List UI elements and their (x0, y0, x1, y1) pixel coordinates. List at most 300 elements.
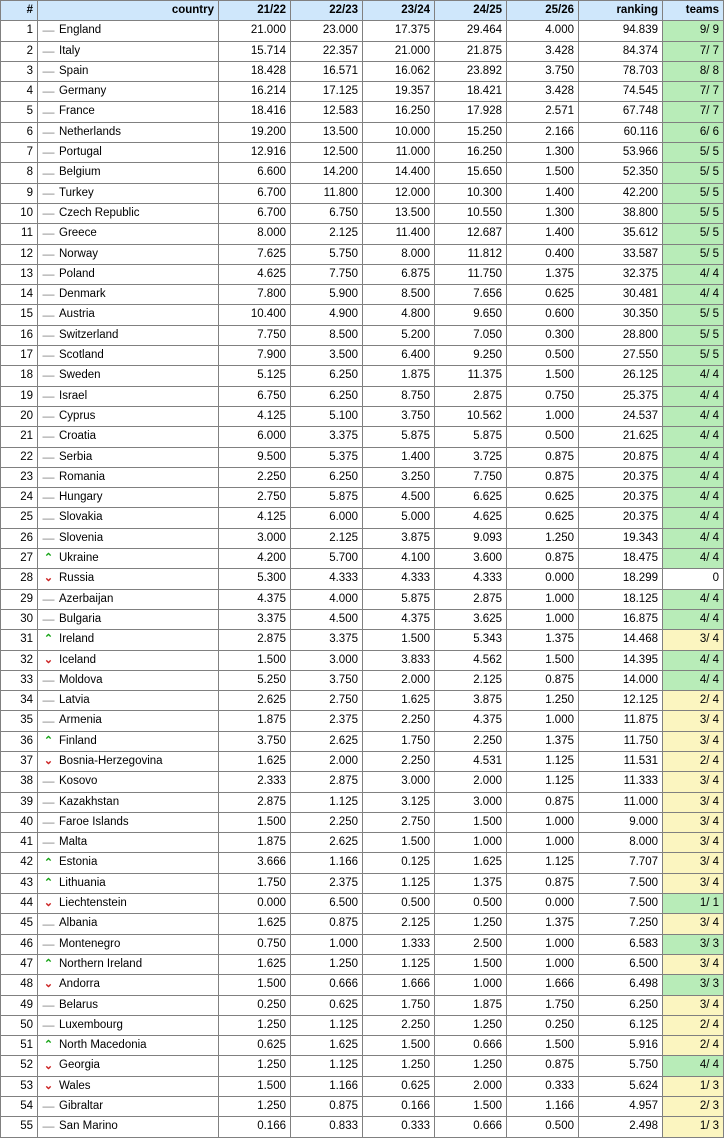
cell-season-s2122: 3.375 (219, 609, 291, 629)
table-row[interactable] (1, 569, 724, 589)
cell-teams: 7/ 7 (663, 102, 724, 122)
table-row[interactable] (1, 386, 724, 406)
column-header-rank[interactable]: # (1, 1, 38, 21)
cell-ranking-total: 11.531 (579, 751, 663, 771)
trend-same-icon: — (42, 936, 55, 951)
country-name-link[interactable]: Belarus (59, 998, 98, 1011)
country-name-link[interactable]: Lithuania (59, 876, 106, 889)
cell-season-s2324: 3.833 (363, 650, 435, 670)
column-header-2526[interactable]: 25/26 (507, 1, 579, 21)
table-row[interactable] (1, 244, 724, 264)
country-name-link[interactable]: Liechtenstein (59, 897, 127, 910)
table-row[interactable] (1, 285, 724, 305)
cell-ranking-total: 60.116 (579, 122, 663, 142)
cell-season-s2425: 4.562 (435, 650, 507, 670)
table-row[interactable] (1, 609, 724, 629)
table-row[interactable] (1, 163, 724, 183)
country-name-link[interactable]: Norway (59, 247, 98, 260)
cell-ranking-total: 8.000 (579, 833, 663, 853)
cell-season-s2223: 2.125 (291, 224, 363, 244)
country-name-link[interactable]: Russia (59, 572, 95, 585)
table-row[interactable] (1, 305, 724, 325)
table-row[interactable] (1, 792, 724, 812)
table-row[interactable] (1, 1015, 724, 1035)
cell-season-s2223: 5.875 (291, 488, 363, 508)
cell-ranking-total: 30.350 (579, 305, 663, 325)
cell-country (38, 934, 219, 954)
cell-season-s2425: 16.250 (435, 143, 507, 163)
cell-season-s2324: 10.000 (363, 122, 435, 142)
cell-season-s2122: 2.250 (219, 467, 291, 487)
cell-rank: 36 (1, 731, 38, 751)
country-name-link[interactable]: Finland (59, 734, 97, 747)
country-name-link[interactable]: Georgia (59, 1059, 100, 1072)
cell-season-s2526: 2.166 (507, 122, 579, 142)
cell-rank: 18 (1, 366, 38, 386)
cell-season-s2425: 1.875 (435, 995, 507, 1015)
table-row[interactable] (1, 630, 724, 650)
table-row[interactable] (1, 143, 724, 163)
cell-season-s2526: 1.000 (507, 711, 579, 731)
cell-season-s2526: 1.166 (507, 1097, 579, 1117)
country-name-link[interactable]: Ireland (59, 633, 95, 646)
trend-same-icon: — (42, 84, 55, 99)
trend-same-icon: — (42, 591, 55, 606)
table-row[interactable] (1, 812, 724, 832)
table-row[interactable] (1, 549, 724, 569)
cell-country (38, 1056, 219, 1076)
cell-season-s2324: 3.125 (363, 792, 435, 812)
country-name-link[interactable]: Belgium (59, 166, 101, 179)
trend-down-icon: ⌄ (43, 755, 54, 768)
cell-season-s2425: 4.333 (435, 569, 507, 589)
country-name-link[interactable]: Malta (59, 836, 88, 849)
cell-season-s2324: 16.250 (363, 102, 435, 122)
cell-country (38, 366, 219, 386)
cell-ranking-total: 16.875 (579, 609, 663, 629)
table-row[interactable] (1, 122, 724, 142)
cell-rank: 40 (1, 812, 38, 832)
country-name-link[interactable]: Netherlands (59, 125, 122, 138)
cell-rank: 21 (1, 427, 38, 447)
cell-season-s2526: 0.500 (507, 427, 579, 447)
cell-rank: 15 (1, 305, 38, 325)
cell-season-s2425: 2.875 (435, 589, 507, 609)
cell-season-s2122: 12.916 (219, 143, 291, 163)
column-header-country[interactable]: country (38, 1, 219, 21)
column-header-ranking[interactable]: ranking (579, 1, 663, 21)
country-name-link[interactable]: Denmark (59, 288, 106, 301)
cell-season-s2223: 3.000 (291, 650, 363, 670)
cell-rank: 42 (1, 853, 38, 873)
table-row[interactable] (1, 873, 724, 893)
cell-rank: 53 (1, 1076, 38, 1096)
table-row[interactable] (1, 772, 724, 792)
cell-season-s2425: 1.500 (435, 812, 507, 832)
table-row[interactable] (1, 366, 724, 386)
cell-season-s2122: 2.625 (219, 691, 291, 711)
table-row[interactable] (1, 1076, 724, 1096)
cell-teams: 7/ 7 (663, 82, 724, 102)
cell-season-s2425: 1.375 (435, 873, 507, 893)
country-name-link[interactable]: France (59, 105, 95, 118)
cell-season-s2425: 9.650 (435, 305, 507, 325)
cell-season-s2324: 1.500 (363, 630, 435, 650)
country-name-link[interactable]: Slovakia (59, 511, 103, 524)
cell-rank: 25 (1, 508, 38, 528)
cell-season-s2526: 0.750 (507, 386, 579, 406)
cell-season-s2425: 1.250 (435, 1056, 507, 1076)
country-name-link[interactable]: Kazakhstan (59, 795, 120, 808)
cell-ranking-total: 24.537 (579, 406, 663, 426)
cell-season-s2122: 0.166 (219, 1117, 291, 1137)
cell-country (38, 549, 219, 569)
cell-teams: 4/ 4 (663, 650, 724, 670)
cell-season-s2122: 1.500 (219, 812, 291, 832)
country-name-link[interactable]: Albania (59, 917, 98, 930)
table-row[interactable] (1, 934, 724, 954)
cell-rank: 26 (1, 528, 38, 548)
table-row[interactable] (1, 183, 724, 203)
column-header-2223[interactable]: 22/23 (291, 1, 363, 21)
cell-season-s2526: 4.000 (507, 21, 579, 41)
cell-rank: 5 (1, 102, 38, 122)
table-row[interactable] (1, 914, 724, 934)
trend-same-icon: — (42, 490, 55, 505)
cell-ranking-total: 11.000 (579, 792, 663, 812)
cell-teams: 5/ 5 (663, 244, 724, 264)
cell-ranking-total: 5.916 (579, 1036, 663, 1056)
column-header-2324[interactable]: 23/24 (363, 1, 435, 21)
table-row[interactable] (1, 203, 724, 223)
country-name-link[interactable]: Hungary (59, 491, 103, 504)
table-row[interactable] (1, 21, 724, 41)
cell-season-s2425: 1.250 (435, 914, 507, 934)
country-name-link[interactable]: Bulgaria (59, 612, 102, 625)
cell-teams: 5/ 5 (663, 143, 724, 163)
cell-season-s2425: 10.550 (435, 203, 507, 223)
cell-season-s2425: 0.666 (435, 1117, 507, 1137)
cell-country (38, 894, 219, 914)
cell-country (38, 346, 219, 366)
cell-season-s2324: 14.400 (363, 163, 435, 183)
cell-teams: 5/ 5 (663, 305, 724, 325)
cell-season-s2223: 0.666 (291, 975, 363, 995)
table-row[interactable] (1, 488, 724, 508)
cell-country (38, 163, 219, 183)
country-name-link[interactable]: Northern Ireland (59, 957, 143, 970)
cell-season-s2223: 0.875 (291, 914, 363, 934)
cell-season-s2122: 2.333 (219, 772, 291, 792)
cell-rank: 28 (1, 569, 38, 589)
table-row[interactable] (1, 691, 724, 711)
cell-season-s2526: 0.625 (507, 488, 579, 508)
cell-season-s2526: 1.250 (507, 691, 579, 711)
country-name-link[interactable]: Sweden (59, 369, 101, 382)
cell-season-s2122: 0.625 (219, 1036, 291, 1056)
trend-down-icon: ⌄ (43, 897, 54, 910)
table-row[interactable] (1, 731, 724, 751)
cell-country (38, 122, 219, 142)
table-row[interactable] (1, 1056, 724, 1076)
cell-season-s2223: 16.571 (291, 61, 363, 81)
trend-up-icon: ⌃ (43, 734, 54, 747)
cell-ranking-total: 27.550 (579, 346, 663, 366)
trend-down-icon: ⌄ (43, 572, 54, 585)
country-name-link[interactable]: Germany (59, 85, 107, 98)
cell-rank: 23 (1, 467, 38, 487)
table-row[interactable] (1, 346, 724, 366)
cell-season-s2324: 3.750 (363, 406, 435, 426)
cell-ranking-total: 38.800 (579, 203, 663, 223)
country-name-link[interactable]: Latvia (59, 694, 90, 707)
cell-season-s2324: 1.666 (363, 975, 435, 995)
cell-teams: 4/ 4 (663, 508, 724, 528)
table-row[interactable] (1, 894, 724, 914)
cell-season-s2223: 3.375 (291, 427, 363, 447)
cell-season-s2526: 1.125 (507, 751, 579, 771)
cell-teams: 3/ 4 (663, 630, 724, 650)
table-row[interactable] (1, 467, 724, 487)
cell-teams: 4/ 4 (663, 589, 724, 609)
cell-teams: 2/ 4 (663, 691, 724, 711)
cell-season-s2122: 18.416 (219, 102, 291, 122)
cell-rank: 7 (1, 143, 38, 163)
table-row[interactable] (1, 264, 724, 284)
cell-season-s2425: 3.875 (435, 691, 507, 711)
country-name-link[interactable]: Croatia (59, 430, 97, 443)
table-row[interactable] (1, 751, 724, 771)
cell-rank: 34 (1, 691, 38, 711)
table-row[interactable] (1, 995, 724, 1015)
cell-season-s2526: 0.625 (507, 508, 579, 528)
cell-season-s2526: 0.400 (507, 244, 579, 264)
cell-teams: 4/ 4 (663, 386, 724, 406)
trend-same-icon: — (42, 64, 55, 79)
country-name-link[interactable]: Gibraltar (59, 1100, 104, 1113)
cell-season-s2425: 5.343 (435, 630, 507, 650)
cell-season-s2122: 7.800 (219, 285, 291, 305)
cell-country (38, 508, 219, 528)
country-name-link[interactable]: Azerbaijan (59, 592, 114, 605)
country-name-link[interactable]: Cyprus (59, 409, 96, 422)
cell-season-s2122: 0.250 (219, 995, 291, 1015)
cell-ranking-total: 20.875 (579, 447, 663, 467)
table-row[interactable] (1, 447, 724, 467)
country-name-link[interactable]: Luxembourg (59, 1018, 123, 1031)
table-header-row (1, 1, 724, 21)
country-name-link[interactable]: Israel (59, 389, 88, 402)
cell-season-s2425: 7.656 (435, 285, 507, 305)
cell-season-s2122: 4.125 (219, 406, 291, 426)
cell-season-s2526: 1.500 (507, 366, 579, 386)
country-name-link[interactable]: Greece (59, 227, 97, 240)
country-name-link[interactable]: Italy (59, 44, 81, 57)
table-row[interactable] (1, 711, 724, 731)
country-name-link[interactable]: Iceland (59, 653, 97, 666)
table-row[interactable] (1, 41, 724, 61)
cell-season-s2425: 7.050 (435, 325, 507, 345)
country-name-link[interactable]: Switzerland (59, 328, 119, 341)
table-row[interactable] (1, 833, 724, 853)
trend-up-icon: ⌃ (43, 856, 54, 869)
cell-season-s2526: 1.000 (507, 406, 579, 426)
table-row[interactable] (1, 406, 724, 426)
cell-season-s2223: 0.875 (291, 1097, 363, 1117)
country-name-link[interactable]: Armenia (59, 714, 102, 727)
country-name-link[interactable]: North Macedonia (59, 1039, 147, 1052)
cell-teams: 3/ 4 (663, 995, 724, 1015)
cell-rank: 30 (1, 609, 38, 629)
cell-ranking-total: 14.468 (579, 630, 663, 650)
cell-season-s2324: 1.250 (363, 1056, 435, 1076)
cell-country (38, 670, 219, 690)
table-row[interactable] (1, 325, 724, 345)
cell-season-s2425: 15.250 (435, 122, 507, 142)
cell-season-s2223: 5.100 (291, 406, 363, 426)
cell-season-s2526: 1.000 (507, 609, 579, 629)
country-name-link[interactable]: Romania (59, 470, 106, 483)
trend-same-icon: — (42, 327, 55, 342)
cell-country (38, 102, 219, 122)
table-row[interactable] (1, 650, 724, 670)
cell-country (38, 650, 219, 670)
country-name-link[interactable]: Estonia (59, 856, 98, 869)
cell-country (38, 1015, 219, 1035)
trend-same-icon: — (42, 348, 55, 363)
table-row[interactable] (1, 975, 724, 995)
table-row[interactable] (1, 528, 724, 548)
country-name-link[interactable]: Scotland (59, 349, 104, 362)
cell-teams: 3/ 4 (663, 833, 724, 853)
cell-season-s2425: 15.650 (435, 163, 507, 183)
country-name-link[interactable]: Andorra (59, 978, 100, 991)
cell-season-s2122: 1.250 (219, 1097, 291, 1117)
trend-same-icon: — (42, 206, 55, 221)
country-name-link[interactable]: San Marino (59, 1120, 118, 1133)
country-name-link[interactable]: Faroe Islands (59, 815, 129, 828)
cell-country (38, 772, 219, 792)
cell-rank: 10 (1, 203, 38, 223)
country-name-link[interactable]: Slovenia (59, 531, 104, 544)
cell-season-s2122: 18.428 (219, 61, 291, 81)
cell-season-s2425: 1.625 (435, 853, 507, 873)
cell-rank: 37 (1, 751, 38, 771)
table-row[interactable] (1, 224, 724, 244)
cell-country (38, 792, 219, 812)
column-header-2425[interactable]: 24/25 (435, 1, 507, 21)
table-row[interactable] (1, 1097, 724, 1117)
table-row[interactable] (1, 61, 724, 81)
cell-country (38, 569, 219, 589)
cell-teams: 2/ 4 (663, 751, 724, 771)
cell-season-s2324: 5.875 (363, 427, 435, 447)
cell-season-s2122: 6.750 (219, 386, 291, 406)
cell-season-s2122: 4.375 (219, 589, 291, 609)
cell-season-s2122: 6.000 (219, 427, 291, 447)
cell-ranking-total: 84.374 (579, 41, 663, 61)
country-name-link[interactable]: Spain (59, 64, 89, 77)
cell-season-s2526: 0.000 (507, 894, 579, 914)
table-row[interactable] (1, 1036, 724, 1056)
cell-ranking-total: 25.375 (579, 386, 663, 406)
cell-rank: 16 (1, 325, 38, 345)
cell-rank: 3 (1, 61, 38, 81)
column-header-2122[interactable]: 21/22 (219, 1, 291, 21)
cell-season-s2526: 1.125 (507, 772, 579, 792)
cell-season-s2324: 1.875 (363, 366, 435, 386)
cell-season-s2122: 15.714 (219, 41, 291, 61)
cell-season-s2425: 11.812 (435, 244, 507, 264)
cell-season-s2526: 0.300 (507, 325, 579, 345)
cell-rank: 46 (1, 934, 38, 954)
country-name-link[interactable]: Montenegro (59, 937, 121, 950)
country-name-link[interactable]: Moldova (59, 673, 103, 686)
country-name-link[interactable]: Kosovo (59, 775, 98, 788)
table-row[interactable] (1, 427, 724, 447)
trend-same-icon: — (42, 185, 55, 200)
cell-season-s2526: 1.000 (507, 833, 579, 853)
cell-season-s2324: 21.000 (363, 41, 435, 61)
cell-teams: 4/ 4 (663, 609, 724, 629)
table-row[interactable] (1, 589, 724, 609)
cell-rank: 31 (1, 630, 38, 650)
table-row[interactable] (1, 82, 724, 102)
country-name-link[interactable]: Bosnia-Herzegovina (59, 754, 163, 767)
cell-country (38, 488, 219, 508)
cell-season-s2223: 2.375 (291, 873, 363, 893)
cell-season-s2526: 1.125 (507, 853, 579, 873)
cell-season-s2425: 0.500 (435, 894, 507, 914)
country-name-link[interactable]: Czech Republic (59, 206, 140, 219)
cell-ranking-total: 33.587 (579, 244, 663, 264)
cell-ranking-total: 20.375 (579, 467, 663, 487)
cell-season-s2223: 2.000 (291, 751, 363, 771)
country-name-link[interactable]: Wales (59, 1079, 91, 1092)
cell-season-s2324: 3.000 (363, 772, 435, 792)
cell-ranking-total: 52.350 (579, 163, 663, 183)
cell-season-s2122: 21.000 (219, 21, 291, 41)
cell-season-s2324: 2.125 (363, 914, 435, 934)
cell-season-s2223: 0.625 (291, 995, 363, 1015)
country-name-link[interactable]: Turkey (59, 186, 94, 199)
cell-ranking-total: 11.333 (579, 772, 663, 792)
cell-season-s2122: 3.750 (219, 731, 291, 751)
country-name-link[interactable]: Ukraine (59, 552, 99, 565)
cell-season-s2526: 1.375 (507, 914, 579, 934)
cell-teams: 3/ 4 (663, 812, 724, 832)
country-name-link[interactable]: Austria (59, 308, 95, 321)
country-name-link[interactable]: Serbia (59, 450, 93, 463)
cell-season-s2324: 1.125 (363, 873, 435, 893)
cell-teams: 4/ 4 (663, 528, 724, 548)
trend-down-icon: ⌄ (43, 1079, 54, 1092)
table-row[interactable] (1, 1117, 724, 1137)
country-name-link[interactable]: Poland (59, 267, 95, 280)
cell-season-s2324: 17.375 (363, 21, 435, 41)
table-row[interactable] (1, 853, 724, 873)
cell-ranking-total: 42.200 (579, 183, 663, 203)
country-name-link[interactable]: Portugal (59, 146, 102, 159)
table-row[interactable] (1, 670, 724, 690)
country-name-link[interactable]: England (59, 24, 102, 37)
column-header-teams[interactable]: teams (663, 1, 724, 21)
cell-teams: 2/ 3 (663, 1097, 724, 1117)
table-row[interactable] (1, 508, 724, 528)
table-row[interactable] (1, 102, 724, 122)
cell-country (38, 528, 219, 548)
table-row[interactable] (1, 954, 724, 974)
